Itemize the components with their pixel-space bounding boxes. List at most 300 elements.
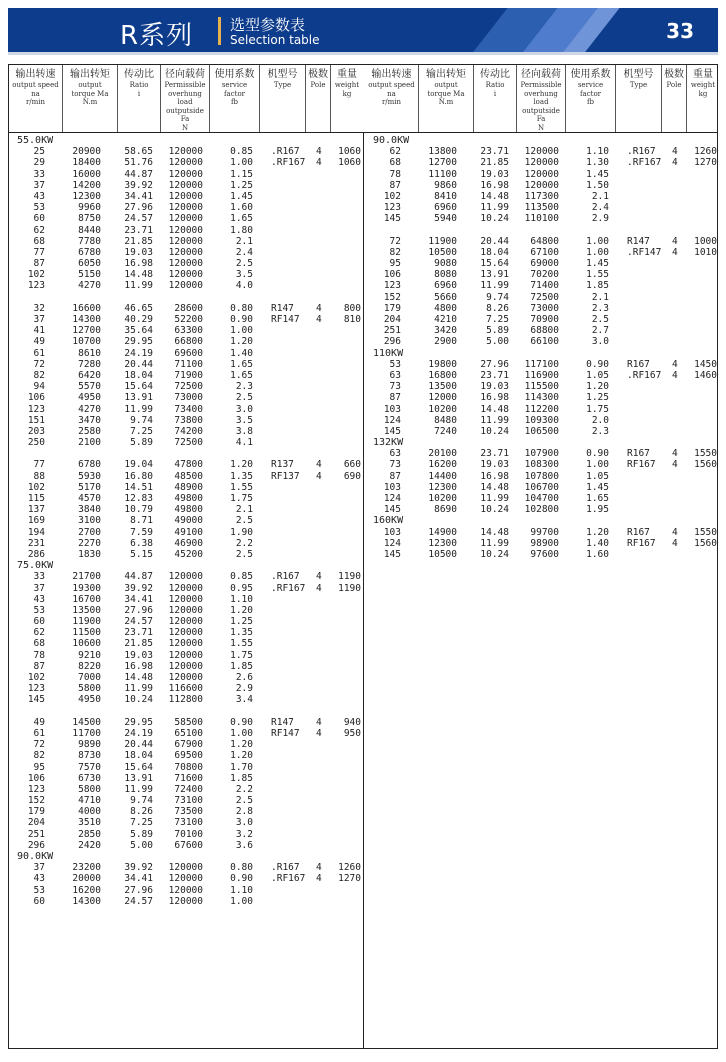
table-row	[9, 694, 363, 705]
cell-output-speed: 33	[33, 168, 45, 180]
cell-overhung-load: 120000	[168, 202, 203, 214]
cell-service-factor: 1.85	[230, 660, 253, 672]
cell-overhung-load: 120000	[168, 862, 203, 874]
power-section-label: 110KW	[373, 347, 404, 359]
cell-weight: 810	[343, 314, 361, 325]
cell-ratio: 5.89	[130, 828, 153, 840]
cell-output-torque: 4570	[78, 493, 101, 504]
col-header-output-speed	[365, 65, 419, 132]
cell-service-factor: 1.25	[586, 392, 609, 404]
table-header-row	[9, 65, 717, 133]
cell-output-speed: 37	[33, 314, 45, 325]
cell-service-factor: 1.05	[586, 369, 609, 381]
cell-overhung-load: 116600	[168, 683, 203, 695]
cell-ratio: 7.25	[486, 314, 509, 325]
table-row	[9, 527, 363, 538]
table-row	[9, 538, 363, 549]
cell-service-factor: 2.5	[235, 392, 253, 404]
col-header-cn: 极数	[308, 69, 328, 80]
cell-overhung-load: 28600	[174, 302, 203, 314]
cell-ratio: 14.48	[124, 672, 153, 683]
table-row	[9, 817, 363, 828]
table-row	[9, 426, 363, 437]
cell-output-speed: 102	[383, 190, 401, 202]
cell-ratio: 24.57	[124, 616, 153, 628]
cell-ratio: 18.04	[480, 246, 509, 258]
col-header-en: kg	[342, 89, 352, 98]
cell-service-factor: 2.5	[235, 515, 253, 527]
table-row	[9, 381, 363, 392]
table-row	[365, 280, 719, 291]
cell-output-torque: 8410	[434, 190, 457, 202]
table-row	[9, 683, 363, 694]
cell-weight: 1460	[694, 369, 717, 381]
cell-service-factor: 1.75	[230, 493, 253, 504]
cell-weight: 1560	[694, 537, 717, 549]
cell-output-torque: 12300	[72, 190, 101, 202]
cell-ratio: 11.99	[480, 493, 509, 504]
cell-output-speed: 145	[383, 548, 401, 560]
cell-output-torque: 13800	[428, 146, 457, 158]
cell-ratio: 8.26	[486, 302, 509, 314]
power-section-label: 75.0KW	[17, 560, 54, 572]
cell-output-torque: 5170	[78, 481, 101, 493]
cell-output-torque: 8750	[78, 213, 101, 225]
cell-output-torque: 9080	[434, 258, 457, 270]
cell-ratio: 7.59	[130, 526, 153, 538]
table-row	[365, 336, 719, 347]
cell-overhung-load: 113500	[524, 202, 559, 214]
cell-type: R167	[627, 448, 650, 460]
cell-output-speed: 151	[27, 414, 45, 426]
row-gap	[9, 706, 363, 717]
table-row	[9, 739, 363, 750]
cell-output-speed: 115	[27, 493, 45, 504]
cell-output-speed: 62	[33, 627, 45, 639]
col-header-en: output speed	[12, 81, 59, 89]
cell-overhung-load: 120000	[168, 157, 203, 169]
table-row	[365, 213, 719, 224]
cell-overhung-load: 64800	[530, 235, 559, 247]
table-row	[9, 314, 363, 325]
cell-weight: 660	[343, 459, 361, 471]
cell-overhung-load: 65100	[174, 727, 203, 739]
cell-service-factor: 1.20	[230, 739, 253, 751]
cell-pole: 4	[672, 369, 678, 381]
table-row	[365, 191, 719, 202]
cell-ratio: 44.87	[124, 571, 153, 583]
cell-output-torque: 6960	[434, 280, 457, 292]
col-header-cn: 传动比	[480, 69, 510, 80]
cell-overhung-load: 99700	[530, 526, 559, 538]
cell-overhung-load: 120000	[168, 280, 203, 292]
cell-output-torque: 5800	[78, 783, 101, 795]
table-row	[9, 482, 363, 493]
cell-overhung-load: 47800	[174, 459, 203, 471]
cell-ratio: 20.44	[124, 739, 153, 751]
cell-overhung-load: 58500	[174, 716, 203, 728]
cell-ratio: 11.99	[124, 683, 153, 695]
cell-service-factor: 2.2	[235, 783, 253, 795]
cell-pole: 4	[672, 448, 678, 460]
col-header-en: Pole	[310, 81, 326, 89]
cell-output-speed: 87	[389, 179, 401, 191]
cell-output-torque: 16000	[72, 168, 101, 180]
cell-output-speed: 68	[389, 157, 401, 169]
table-row	[9, 370, 363, 381]
cell-output-torque: 11700	[72, 727, 101, 739]
cell-output-speed: 49	[33, 716, 45, 728]
cell-service-factor: 1.85	[230, 772, 253, 784]
table-title-cn: 选型参数表	[230, 16, 306, 34]
cell-ratio: 18.04	[124, 369, 153, 381]
cell-service-factor: 1.55	[230, 481, 253, 493]
cell-overhung-load: 71100	[174, 358, 203, 370]
cell-weight: 1010	[694, 246, 717, 258]
cell-output-speed: 37	[33, 582, 45, 594]
cell-overhung-load: 120000	[168, 190, 203, 202]
cell-pole: 4	[316, 862, 322, 874]
cell-service-factor: 3.0	[235, 403, 253, 415]
col-header-ratio	[474, 65, 517, 132]
cell-service-factor: 2.3	[591, 425, 609, 437]
cell-service-factor: 1.00	[230, 727, 253, 739]
cell-output-torque: 8610	[78, 347, 101, 359]
cell-overhung-load: 120000	[168, 627, 203, 639]
table-row	[9, 795, 363, 806]
table-row	[365, 493, 719, 504]
cell-pole: 4	[316, 459, 322, 471]
cell-ratio: 23.71	[124, 627, 153, 639]
table-row	[9, 146, 363, 157]
cell-service-factor: 2.5	[235, 795, 253, 807]
cell-output-torque: 4270	[78, 280, 101, 292]
cell-output-torque: 8220	[78, 660, 101, 672]
cell-type: .R167	[271, 862, 300, 874]
cell-output-torque: 6730	[78, 772, 101, 784]
power-section-label: 90.0KW	[17, 851, 54, 862]
cell-service-factor: 1.45	[230, 190, 253, 202]
cell-output-speed: 194	[27, 526, 45, 538]
col-header-en: r/min	[25, 98, 46, 106]
cell-output-torque: 8440	[78, 224, 101, 236]
cell-ratio: 16.98	[124, 660, 153, 672]
cell-ratio: 34.41	[124, 190, 153, 202]
cell-pole: 4	[316, 302, 322, 314]
table-row	[9, 605, 363, 616]
cell-weight: 1060	[338, 157, 361, 169]
cell-service-factor: 0.90	[230, 716, 253, 728]
col-header-cn: 径向载荷	[521, 69, 561, 80]
cell-ratio: 14.48	[480, 403, 509, 415]
cell-service-factor: 1.35	[230, 470, 253, 482]
row-gap	[9, 448, 363, 459]
cell-service-factor: 4.0	[235, 280, 253, 292]
cell-output-torque: 3100	[78, 515, 101, 527]
cell-output-speed: 123	[383, 280, 401, 292]
table-row	[365, 527, 719, 538]
table-row	[365, 314, 719, 325]
cell-ratio: 19.04	[124, 459, 153, 471]
table-row	[9, 806, 363, 817]
cell-ratio: 10.79	[124, 504, 153, 516]
cell-overhung-load: 67100	[530, 246, 559, 258]
cell-output-torque: 4710	[78, 795, 101, 807]
cell-service-factor: 0.85	[230, 571, 253, 583]
cell-service-factor: 1.75	[230, 649, 253, 661]
cell-ratio: 5.89	[130, 437, 153, 449]
cell-service-factor: 1.20	[586, 526, 609, 538]
col-header-cn: 输出转速	[371, 69, 412, 80]
cell-overhung-load: 48500	[174, 470, 203, 482]
cell-overhung-load: 120000	[524, 179, 559, 191]
col-header-cn: 使用系数	[570, 69, 611, 80]
table-row	[9, 415, 363, 426]
cell-output-speed: 123	[383, 202, 401, 214]
cell-ratio: 21.85	[124, 235, 153, 247]
cell-ratio: 19.03	[480, 168, 509, 180]
table-row	[9, 303, 363, 314]
cell-overhung-load: 108300	[524, 459, 559, 471]
cell-output-speed: 87	[33, 660, 45, 672]
cell-ratio: 39.92	[124, 582, 153, 594]
cell-ratio: 8.26	[130, 806, 153, 818]
cell-service-factor: 0.90	[230, 314, 253, 325]
cell-overhung-load: 120000	[168, 638, 203, 650]
col-header-en: N	[181, 123, 189, 132]
table-row	[365, 538, 719, 549]
column-group-divider	[363, 132, 364, 1048]
cell-service-factor: 1.20	[230, 750, 253, 762]
cell-weight: 940	[343, 716, 361, 728]
cell-output-torque: 13500	[72, 604, 101, 616]
table-row	[9, 213, 363, 224]
col-header-en: output	[78, 81, 102, 89]
table-row	[9, 471, 363, 482]
page-number: 33	[666, 19, 694, 43]
cell-output-torque: 20000	[72, 873, 101, 885]
col-header-en: na	[31, 89, 40, 98]
cell-type: .RF167	[627, 369, 662, 381]
cell-ratio: 11.99	[480, 280, 509, 292]
page-header	[8, 8, 718, 52]
cell-weight: 1270	[694, 157, 717, 169]
cell-ratio: 29.95	[124, 336, 153, 348]
cell-overhung-load: 120000	[168, 258, 203, 270]
cell-ratio: 39.92	[124, 179, 153, 191]
cell-service-factor: 2.3	[591, 302, 609, 314]
cell-pole: 4	[316, 314, 322, 325]
cell-service-factor: 1.10	[586, 146, 609, 158]
cell-service-factor: 1.00	[586, 246, 609, 258]
cell-output-torque: 2270	[78, 537, 101, 549]
cell-output-speed: 145	[383, 504, 401, 516]
cell-overhung-load: 73000	[530, 302, 559, 314]
cell-ratio: 44.87	[124, 168, 153, 180]
cell-output-speed: 204	[27, 817, 45, 829]
cell-service-factor: 3.6	[235, 839, 253, 851]
cell-output-torque: 14900	[428, 526, 457, 538]
cell-output-speed: 82	[33, 369, 45, 381]
cell-output-torque: 6780	[78, 246, 101, 258]
cell-service-factor: 1.85	[586, 280, 609, 292]
cell-output-speed: 43	[33, 873, 45, 885]
cell-pole: 4	[672, 459, 678, 471]
cell-output-torque: 11100	[428, 168, 457, 180]
cell-service-factor: 0.80	[230, 862, 253, 874]
cell-overhung-load: 69600	[174, 347, 203, 359]
cell-output-torque: 16200	[72, 884, 101, 896]
cell-pole: 4	[316, 873, 322, 885]
cell-output-torque: 6960	[434, 202, 457, 214]
cell-type: .RF167	[271, 157, 306, 169]
cell-overhung-load: 107800	[524, 470, 559, 482]
table-row	[365, 392, 719, 403]
cell-overhung-load: 49800	[174, 504, 203, 516]
cell-ratio: 14.48	[480, 190, 509, 202]
cell-output-torque: 2100	[78, 437, 101, 449]
table-row	[365, 415, 719, 426]
cell-overhung-load: 120000	[168, 593, 203, 605]
cell-service-factor: 1.20	[230, 336, 253, 348]
cell-output-speed: 49	[33, 336, 45, 348]
cell-ratio: 14.48	[480, 481, 509, 493]
col-header-en: torque Ma	[427, 89, 465, 98]
cell-ratio: 15.64	[480, 258, 509, 270]
cell-type: .R167	[627, 146, 656, 158]
table-row	[9, 840, 363, 851]
cell-output-torque: 21700	[72, 571, 101, 583]
table-row	[9, 493, 363, 504]
row-gap	[365, 225, 719, 236]
cell-output-torque: 12700	[72, 325, 101, 337]
cell-output-torque: 9890	[78, 739, 101, 751]
cell-overhung-load: 98900	[530, 537, 559, 549]
cell-overhung-load: 109300	[524, 414, 559, 426]
cell-weight: 1260	[338, 862, 361, 874]
cell-service-factor: 1.00	[230, 157, 253, 169]
cell-output-speed: 72	[389, 235, 401, 247]
cell-ratio: 23.71	[124, 224, 153, 236]
cell-ratio: 29.95	[124, 716, 153, 728]
cell-overhung-load: 73800	[174, 414, 203, 426]
cell-output-speed: 145	[383, 213, 401, 225]
cell-ratio: 16.98	[480, 470, 509, 482]
cell-service-factor: 3.4	[235, 694, 253, 706]
cell-ratio: 39.92	[124, 862, 153, 874]
cell-service-factor: 1.30	[586, 157, 609, 169]
cell-output-torque: 16200	[428, 459, 457, 471]
col-header-en: Fa	[180, 115, 190, 123]
table-row	[9, 280, 363, 291]
cell-output-torque: 5150	[78, 269, 101, 281]
cell-output-speed: 60	[33, 616, 45, 628]
cell-service-factor: 3.0	[591, 336, 609, 348]
title-divider	[218, 17, 221, 45]
col-header-en: outputside	[166, 106, 204, 115]
cell-output-speed: 94	[33, 381, 45, 393]
cell-output-speed: 95	[33, 761, 45, 773]
cell-output-speed: 82	[33, 750, 45, 762]
cell-overhung-load: 116900	[524, 369, 559, 381]
cell-output-speed: 102	[27, 269, 45, 281]
cell-type: R147	[271, 716, 294, 728]
col-header-overhung-load	[161, 65, 210, 132]
cell-output-speed: 73	[389, 381, 401, 393]
cell-output-torque: 5800	[78, 683, 101, 695]
cell-output-torque: 18400	[72, 157, 101, 169]
cell-output-speed: 102	[27, 481, 45, 493]
right-column-group	[365, 135, 719, 560]
cell-type: RF167	[627, 459, 656, 471]
cell-service-factor: 1.40	[586, 537, 609, 549]
cell-type: R137	[271, 459, 294, 471]
col-header-en: N	[537, 123, 545, 132]
cell-output-torque: 2700	[78, 526, 101, 538]
col-header-en: service	[221, 81, 248, 89]
table-row	[365, 459, 719, 470]
cell-type: .RF167	[271, 873, 306, 885]
cell-output-torque: 10700	[72, 336, 101, 348]
cell-output-speed: 179	[27, 806, 45, 818]
cell-type: RF147	[271, 727, 300, 739]
cell-output-speed: 53	[33, 202, 45, 214]
table-row	[9, 829, 363, 840]
col-header-cn: 重量	[693, 69, 713, 80]
table-row	[365, 381, 719, 392]
cell-overhung-load: 110100	[524, 213, 559, 225]
cell-service-factor: 2.2	[235, 537, 253, 549]
cell-weight: 1000	[694, 235, 717, 247]
col-header-en: output	[434, 81, 458, 89]
table-row	[365, 292, 719, 303]
col-header-en: output speed	[368, 81, 415, 89]
cell-overhung-load: 120000	[168, 213, 203, 225]
col-header-pole	[662, 65, 687, 132]
cell-ratio: 21.85	[124, 638, 153, 650]
cell-service-factor: 1.20	[230, 604, 253, 616]
table-row	[9, 896, 363, 907]
cell-output-speed: 106	[383, 269, 401, 281]
cell-ratio: 13.91	[480, 269, 509, 281]
col-header-en: Type	[273, 81, 292, 89]
col-header-cn: 极数	[664, 69, 684, 80]
cell-service-factor: 1.65	[230, 358, 253, 370]
cell-overhung-load: 72500	[174, 381, 203, 393]
table-row	[9, 180, 363, 191]
cell-ratio: 10.24	[480, 213, 509, 225]
cell-weight: 1270	[338, 873, 361, 885]
cell-weight: 1550	[694, 526, 717, 538]
cell-output-speed: 43	[33, 190, 45, 202]
cell-output-speed: 231	[27, 537, 45, 549]
cell-overhung-load: 120000	[168, 179, 203, 191]
cell-overhung-load: 71600	[174, 772, 203, 784]
power-section-label: 55.0KW	[17, 135, 54, 146]
table-row	[365, 426, 719, 437]
col-header-en: load	[177, 98, 193, 106]
cell-service-factor: 1.65	[230, 369, 253, 381]
cell-service-factor: 1.05	[586, 470, 609, 482]
table-row	[9, 549, 363, 560]
table-row	[365, 471, 719, 482]
table-row	[9, 862, 363, 873]
cell-service-factor: 1.55	[586, 269, 609, 281]
cell-service-factor: 1.20	[230, 459, 253, 471]
cell-service-factor: 1.00	[586, 459, 609, 471]
col-header-en: overhung	[168, 89, 202, 98]
table-row	[9, 661, 363, 672]
